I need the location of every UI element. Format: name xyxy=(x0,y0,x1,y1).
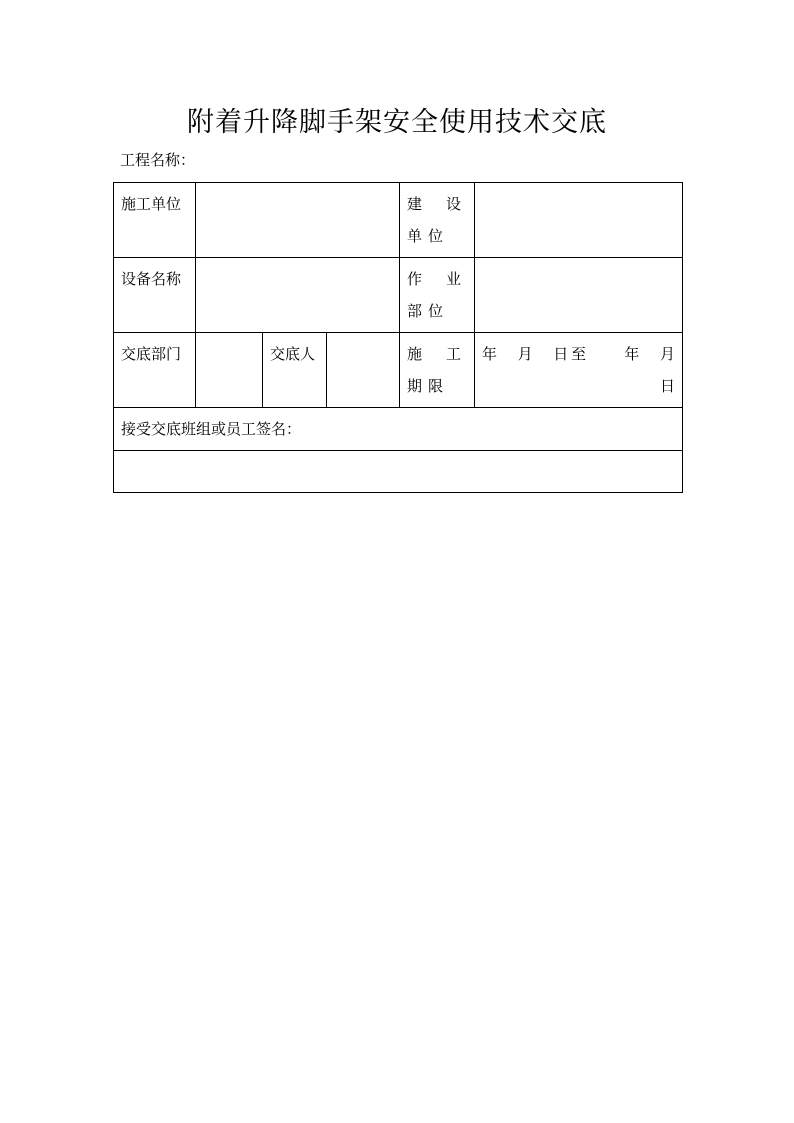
table-row xyxy=(114,258,683,333)
work-area-label: 作业部位 xyxy=(400,258,475,333)
builder-unit-field[interactable] xyxy=(475,183,683,258)
table-row xyxy=(114,408,683,451)
period-label: 施工期限 xyxy=(400,333,475,408)
table-row xyxy=(114,451,683,493)
briefer-label: 交底人 xyxy=(263,333,327,408)
equipment-name-label: 设备名称 xyxy=(114,258,196,333)
table-row xyxy=(114,183,683,258)
briefing-dept-field[interactable] xyxy=(196,333,263,408)
project-name-label: 工程名称： xyxy=(120,151,196,169)
document-title: 附着升降脚手架安全使用技术交底 xyxy=(187,107,607,138)
period-field[interactable]: 年 月 日至 年 月 日 xyxy=(475,333,683,408)
construction-unit-label: 施工单位 xyxy=(114,183,196,258)
signature-label: 接受交底班组或员工签名： xyxy=(114,408,683,451)
briefer-field[interactable] xyxy=(327,333,400,408)
briefing-form-table xyxy=(113,182,691,493)
equipment-name-field[interactable] xyxy=(196,258,400,333)
table-row xyxy=(114,333,683,408)
work-area-field[interactable] xyxy=(475,258,683,333)
briefing-dept-label: 交底部门 xyxy=(114,333,196,408)
signature-field[interactable] xyxy=(114,451,683,493)
construction-unit-field[interactable] xyxy=(196,183,400,258)
builder-unit-label: 建设单位 xyxy=(400,183,475,258)
